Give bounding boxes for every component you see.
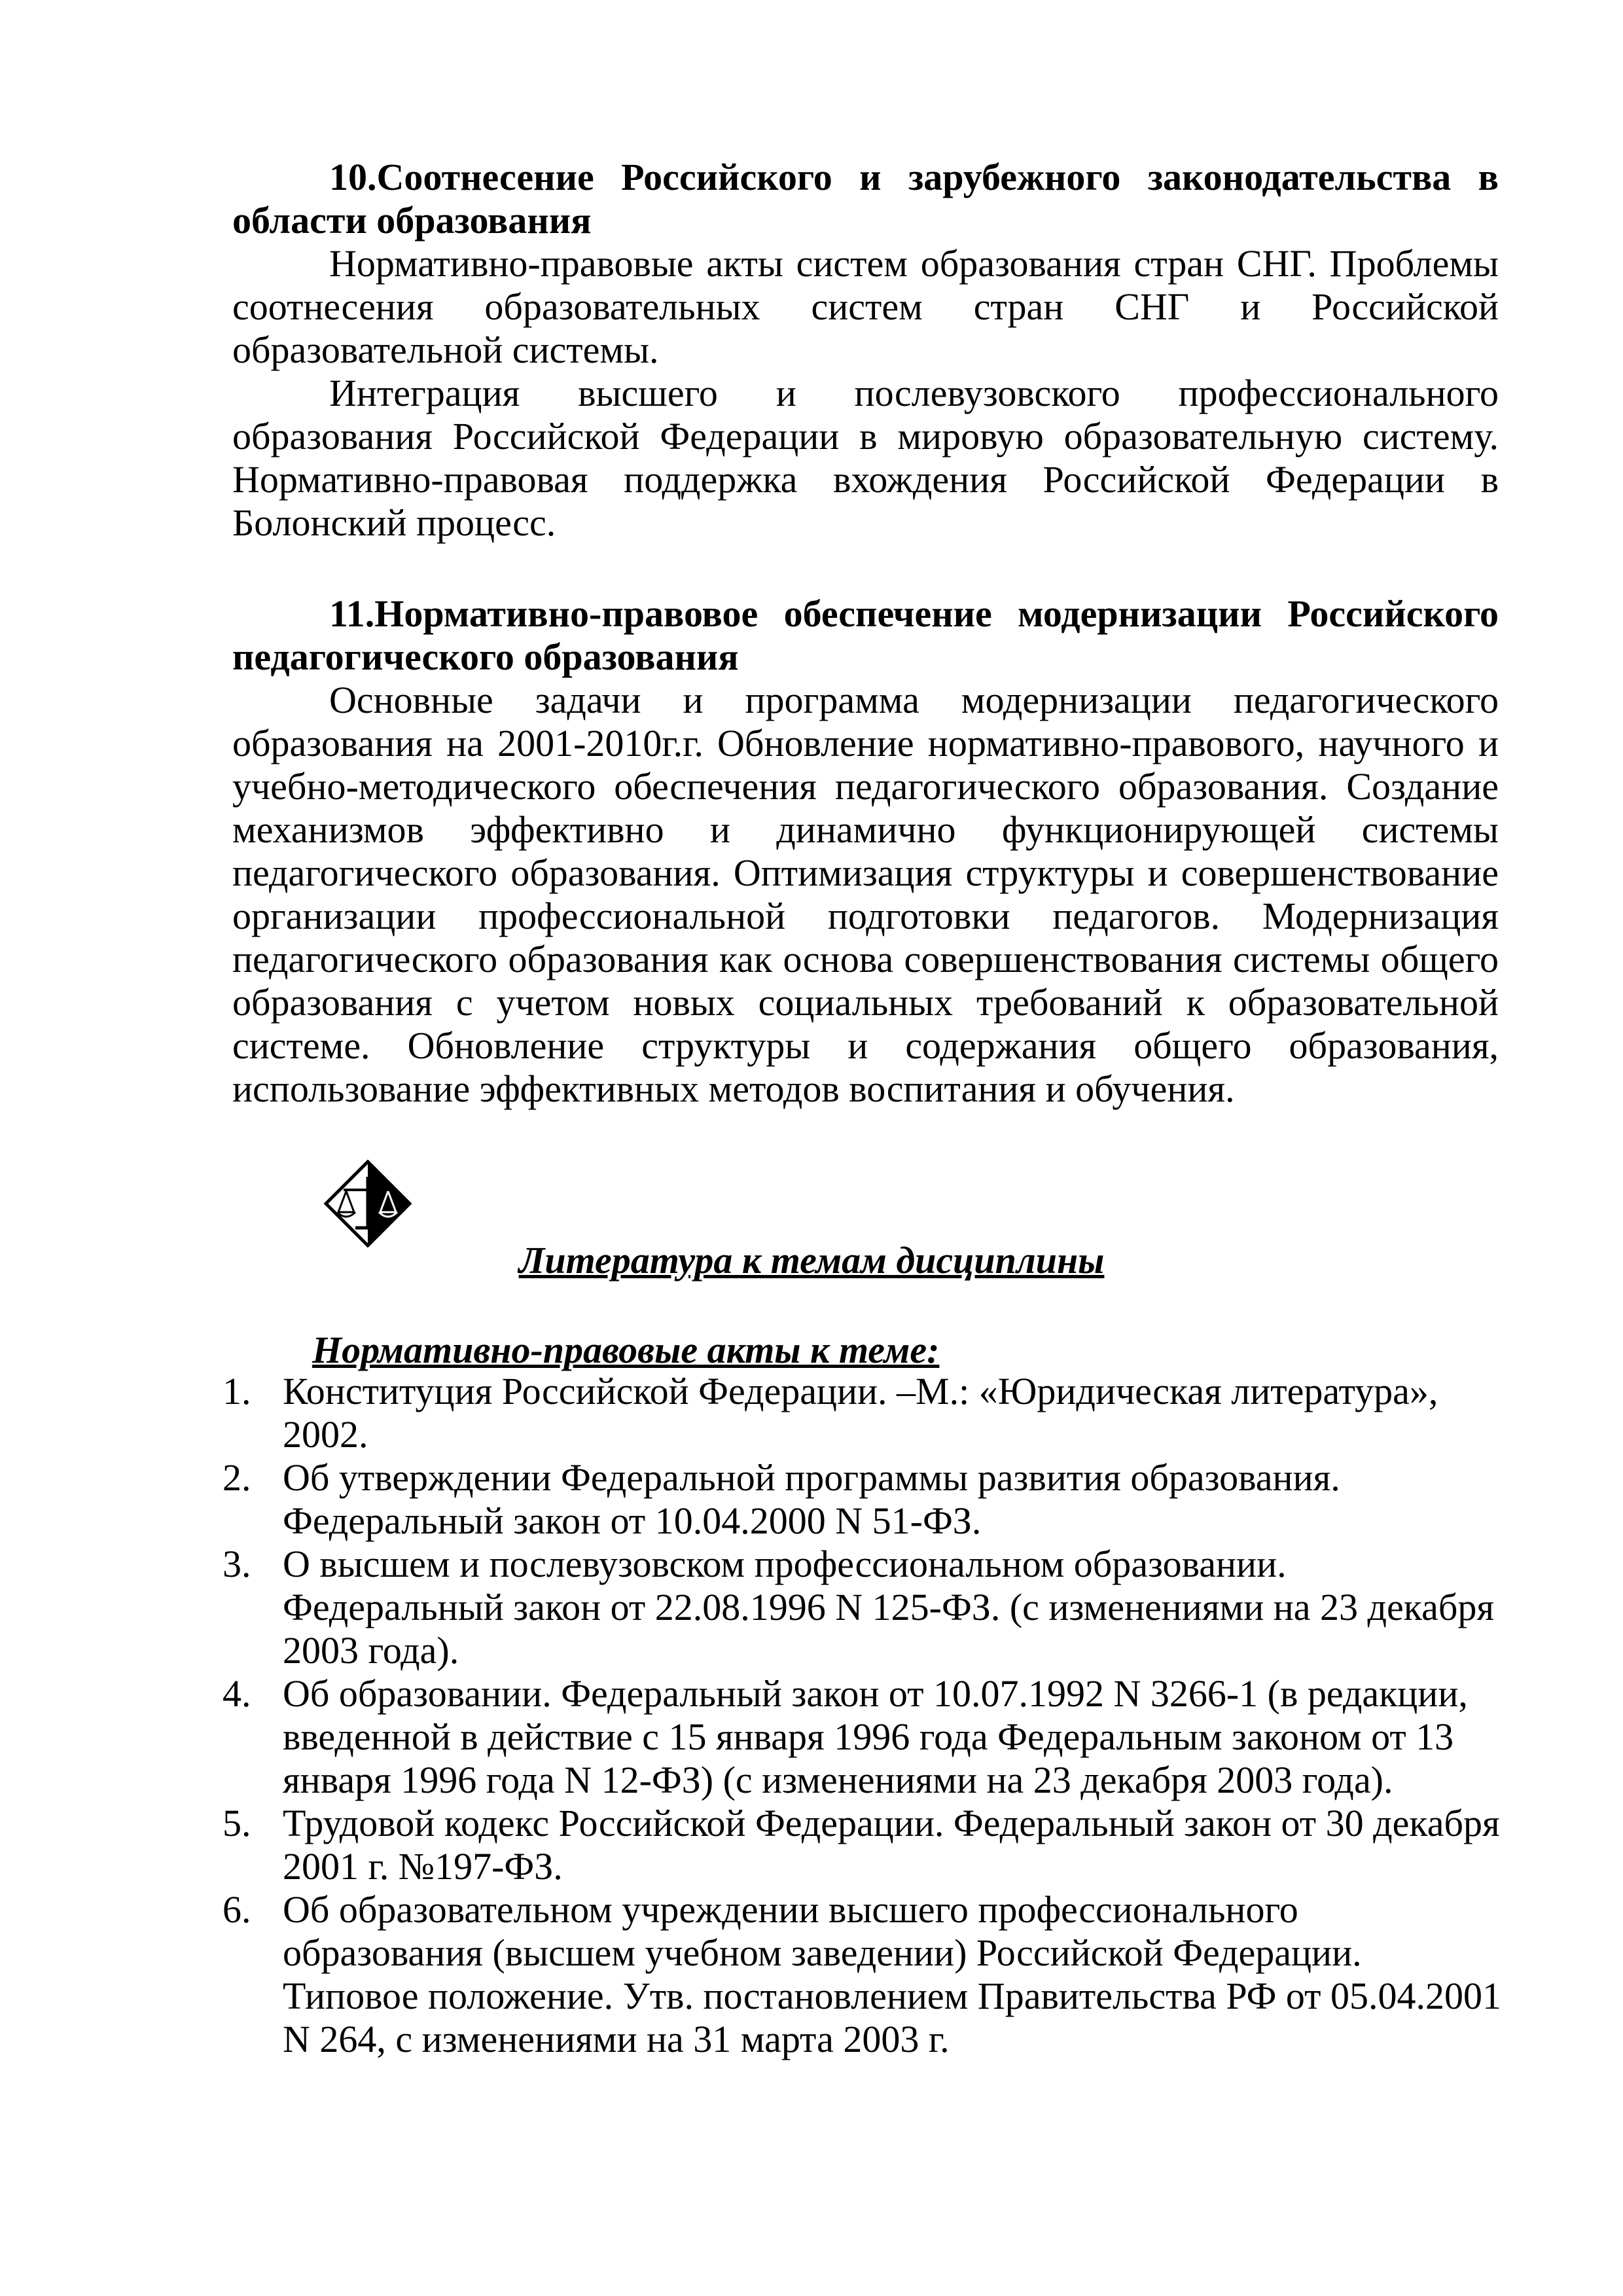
item-number: 1. (223, 1370, 251, 1412)
list-item (223, 1802, 1505, 1888)
list-item (223, 1370, 1505, 1456)
item-number: 3. (223, 1543, 251, 1585)
item-number: 2. (223, 1456, 251, 1499)
literature-title: Литература к темам дисциплины (518, 1239, 1105, 1282)
item-text: Об утверждении Федеральной программы развития образования. Федеральный закон от 10.04.2000 N 51-ФЗ. (283, 1456, 1340, 1542)
section-10-heading: 10.Соотнесение Российского и зарубежного законодательства в области образования (232, 156, 1499, 242)
item-text: Об образовательном учреждении высшего профессионального образования (высшем учебном заведении) Российской Федерации. Типовое положение. Утв. постановлением Правительства РФ от 05.04.2001 N 264, с изменениями на 31 марта 2003 г. (283, 1888, 1502, 2060)
section-10 (232, 156, 1499, 545)
list-item (223, 1888, 1505, 2061)
section-11-heading: 11.Нормативно-правовое обеспечение модернизации Российского педагогического образования (232, 592, 1499, 678)
item-text: Трудовой кодекс Российской Федерации. Федеральный закон от 30 декабря 2001 г. №197-ФЗ. (283, 1802, 1500, 1888)
item-text: О высшем и послевузовском профессиональном образовании. Федеральный закон от 22.08.1996 N 125-ФЗ. (с изменениями на 23 декабря 2003 года). (283, 1543, 1495, 1672)
item-text: Об образовании. Федеральный закон от 10.07.1992 N 3266-1 (в редакции, введенной в действие с 15 января 1996 года Федеральным законом от 13 января 1996 года N 12-ФЗ) (с изменениями на 23 декабря 2003 года). (283, 1672, 1468, 1801)
section-11-paragraph: Основные задачи и программа модернизации педагогического образования на 2001-2010г.г. Обновление нормативно-правового, научного и учебно-методического обеспечения педагогического образования. Создание механизмов эффективно и динамично функционирующей системы педагогического образования. Оптимизация структуры и совершенствование организации профессиональной подготовки педагогов. Модернизация педагогического образования как основа совершенствования системы общего образования с учетом новых социальных требований к образовательной системе. Обновление структуры и содержания общего образования, использование эффективных методов воспитания и обучения. (232, 679, 1499, 1110)
references-list (223, 1370, 1505, 2061)
item-text: Конституция Российской Федерации. –М.: «Юридическая литература», 2002. (283, 1370, 1438, 1456)
section-10-paragraph-1: Нормативно-правовые акты систем образования стран СНГ. Проблемы соотнесения образовательных систем стран СНГ и Российской образовательной системы. (232, 242, 1499, 371)
list-item (223, 1456, 1505, 1543)
list-item (223, 1672, 1505, 1802)
literature-subtitle: Нормативно-правовые акты к теме: (312, 1329, 940, 1371)
item-number: 5. (223, 1802, 251, 1844)
scales-of-justice-icon (324, 1160, 412, 1247)
list-item (223, 1543, 1505, 1672)
item-number: 4. (223, 1672, 251, 1715)
section-11 (232, 592, 1499, 1111)
item-number: 6. (223, 1888, 251, 1931)
section-10-paragraph-2: Интеграция высшего и послевузовского профессионального образования Российской Федерации в мировую образовательную систему. Нормативно-правовая поддержка вхождения Российской Федерации в Болонский процесс. (232, 372, 1499, 544)
